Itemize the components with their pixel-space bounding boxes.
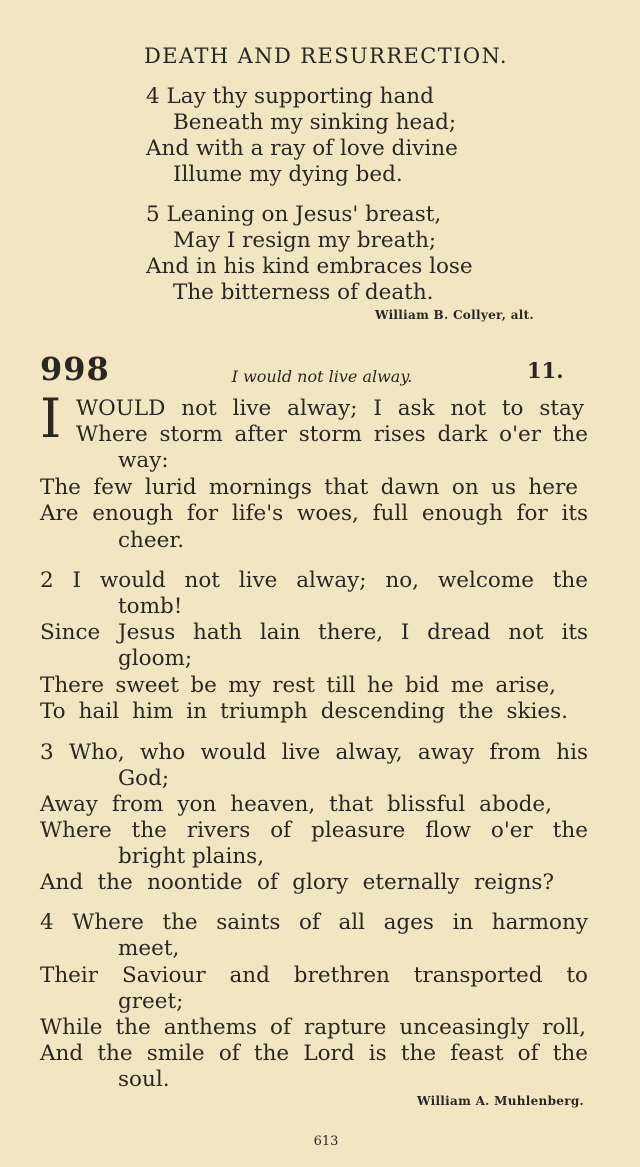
verse-line: May I resign my breath; [173,228,437,253]
verse-line: Are enough for life's woes, full enough for its [40,501,588,526]
verse-line: 2 I would not live alway; no, welcome the [40,568,588,593]
verse-line: The few lurid mornings that dawn on us here [40,475,578,500]
verse-line: way: [118,448,169,473]
verse-line: Their Saviour and brethren transported to [40,963,588,988]
hymn-meter: 11. [527,358,564,383]
verse-line: God; [118,766,170,791]
verse-line: meet, [118,936,180,961]
verse-line: And with a ray of love divine [146,136,458,161]
verse-line: Where the rivers of pleasure flow o'er the [40,818,588,843]
verse-line: To hail him in triumph descending the skies. [40,699,568,724]
verse-line: Since Jesus hath lain there, I dread not its [40,620,588,645]
hymn-number: 998 [40,350,110,388]
drop-cap: I [40,387,62,450]
verse-line: cheer. [118,528,185,553]
verse-line: And the noontide of glory eternally reigns? [40,870,554,895]
verse-line: 4 Lay thy supporting hand [146,84,434,109]
verse-line: bright plains, [118,844,265,869]
verse-line: tomb! [118,594,183,619]
verse-line: 4 Where the saints of all ages in harmony [40,910,588,935]
verse-line: Illume my dying bed. [173,162,403,187]
verse-line: greet; [118,989,184,1014]
verse-line: gloom; [118,646,193,671]
author-attribution: William A. Muhlenberg. [417,1094,584,1108]
page-number: 613 [313,1134,339,1149]
verse-line: 5 Leaning on Jesus' breast, [146,202,442,227]
running-head: DEATH AND RESURRECTION. [144,44,508,68]
verse-line: Beneath my sinking head; [173,110,457,135]
verse-line: WOULD not live alway; I ask not to stay [76,396,584,421]
verse-line: And the smile of the Lord is the feast of the [40,1041,588,1066]
verse-line: While the anthems of rapture unceasingly roll, [40,1015,586,1040]
verse-line: Where storm after storm rises dark o'er the [76,422,588,447]
verse-line: There sweet be my rest till he bid me arise, [40,673,556,698]
hymn-title: I would not live alway. [231,367,413,386]
verse-line: And in his kind embraces lose [146,254,473,279]
verse-line: soul. [118,1067,170,1092]
author-attribution: William B. Collyer, alt. [375,308,534,322]
verse-line: 3 Who, who would live alway, away from his [40,740,588,765]
verse-line: Away from yon heaven, that blissful abode, [40,792,552,817]
verse-line: The bitterness of death. [173,280,434,305]
